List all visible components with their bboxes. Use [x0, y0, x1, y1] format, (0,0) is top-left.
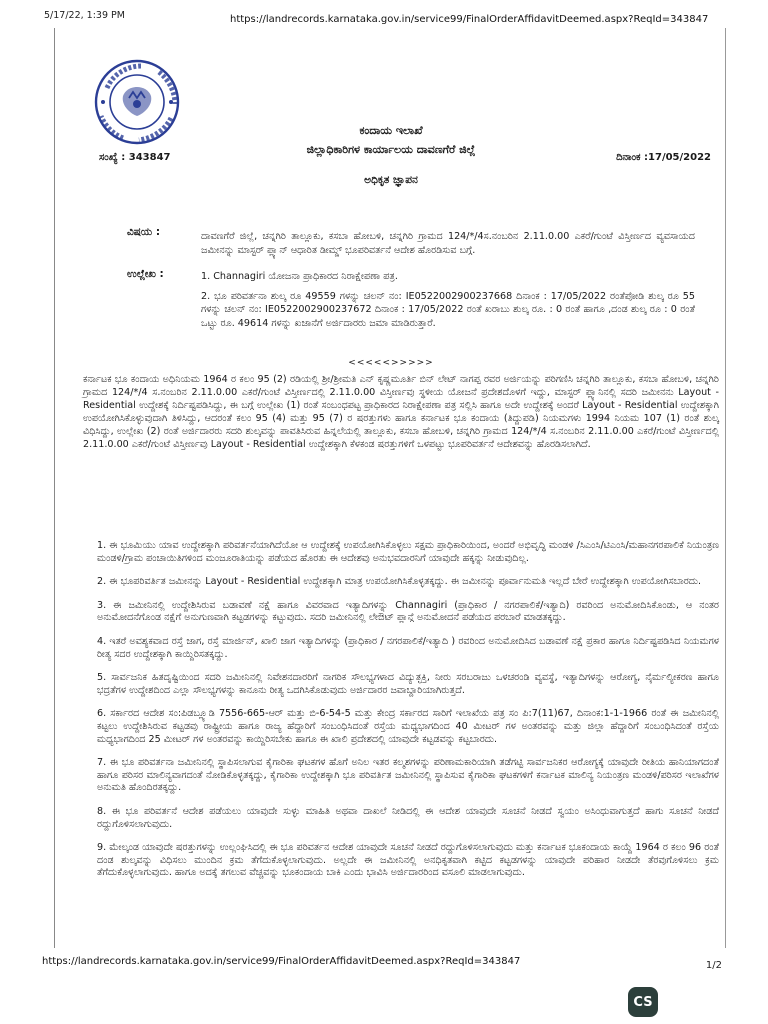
condition-item: 9. ಮೇಲ್ಕಂಡ ಯಾವುದೇ ಷರತ್ತುಗಳನ್ನು ಉಲ್ಲಂಘಿಸಿದಲ್ಲಿ ಈ ಭೂ ಪರಿವರ್ತನ ಆದೇಶ ಯಾವುದೇ ಸೂಚನೆ ನೀಡದೆ ರದ್ದುಗೊಳಿಸಲಾಗುವುದು ಮತ್ತು ಕರ್ನಾಟಕ ಭೂಕಂದಾಯ ಕಾಯ್ದೆ 1964 ರ ಕಲಂ 96 ರಂತೆ ದಂಡ ಶುಲ್ಕವನ್ನು ವಿಧಿಸಲು ಮುಂದಿನ ಕ್ರಮ ತೆಗೆದುಕೊಳ್ಳಲಾಗುವುದು. ಅಲ್ಲದೇ ಈ ಜಮೀನಿನಲ್ಲಿ ಅನಧಿಕೃತವಾಗಿ ಕಟ್ಟಿದ ಕಟ್ಟಡಗಳನ್ನು ಯಾವುದೇ ಪರಿಹಾರ ನೀಡದೇ ತೆರವುಗೊಳಿಸಲು ಕ್ರಮ ತೆಗೆದುಕೊಳ್ಳಲಾಗುವುದು. ಹಾಗೂ ಅದಕ್ಕೆ ತಗಲುವ ವೆಚ್ಚವನ್ನು ಭೂಕಂದಾಯ ಬಾಕಿ ಎಂದು ಭಾವಿಸಿ ಅರ್ಜಿದಾರರಿಂದ ವಸೂಲಿ ಮಾಡಲಾಗುವುದು. [97, 842, 719, 879]
page-url-footer: https://landrecords.karnataka.gov.in/service99/FinalOrderAffidavitDeemed.aspx?ReqId=343847 [42, 956, 521, 967]
section-separator: <<<<<>>>>> [348, 358, 434, 368]
browser-footer [0, 948, 768, 978]
reference-item: 1. Channagiri ಯೋಜನಾ ಪ್ರಾಧಿಕಾರದ ನಿರಾಕ್ಷೇಪಣಾ ಪತ್ರ. [201, 271, 398, 282]
office-name: ಜಿಲ್ಲಾಧಿಕಾರಿಗಳ ಕಾರ್ಯಾಲಯ ದಾವಣಗೆರೆ ಜಿಲ್ಲೆ [306, 143, 476, 156]
subject-text: ದಾವಣಗೆರೆ ಜಿಲ್ಲೆ, ಚನ್ನಗಿರಿ ತಾಲ್ಲೂಕು, ಕಸಬಾ ಹೋಬಳಿ, ಚನ್ನಗಿರಿ ಗ್ರಾಮದ 124/*/4ಸ.ನಂಬರಿನ 2.11.0.00 ಎಕರೆ/ಗುಂಟೆ ವಿಸ್ತೀರ್ಣದ ವ್ಯವಸಾಯದ ಜಮೀನನ್ನು ಮಾಸ್ಟರ್ ಪ್ಲ್ಯಾನ್ ಆಧಾರಿತ ಡೀಮ್ಡ್ ಭೂಪರಿವರ್ತನೆ ಆದೇಶ ಹೊರಡಿಸುವ ಬಗ್ಗೆ. [201, 231, 695, 256]
conditions-list [97, 540, 719, 891]
subject-label: ವಿಷಯ : [127, 226, 161, 238]
order-date: ದಿನಾಂಕ :17/05/2022 [616, 152, 711, 163]
condition-item: 7. ಈ ಭೂ ಪರಿವರ್ತನಾ ಜಮೀನಿನಲ್ಲಿ ಸ್ಥಾಪಿಸಲಾಗುವ ಕೈಗಾರಿಕಾ ಘಟಕಗಳ ಹೊಗೆ ಅನಿಲ ಇತರ ಕಲ್ಮಶಗಳನ್ನು ಪರಿಣಾಮಕಾರಿಯಾಗಿ ತಡೆಗಟ್ಟಿ ಸಾರ್ವಜನಿಕರ ಆರೋಗ್ಯಕ್ಕೆ ಯಾವುದೇ ರೀತಿಯ ಹಾನಿಯಾಗದಂತೆ ಹಾಗೂ ಪರಿಸರ ಮಾಲಿನ್ಯವಾಗದಂತೆ ನೋಡಿಕೊಳ್ಳತಕ್ಕದ್ದು, ಕೈಗಾರಿಕಾ ಉದ್ದೇಶಕ್ಕಾಗಿ ಭೂ ಪರಿವರ್ತಿತ ಜಮೀನಿನಲ್ಲಿ ಸ್ಥಾಪಿಸುವ ಕೈಗಾರಿಕಾ ಘಟಕಗಳಿಗೆ ಕರ್ನಾಟಕ ಮಾಲಿನ್ಯ ನಿಯಂತ್ರಣ ಮಂಡಳಿ/ಪರಿಸರ ಇಲಾಖೆಗಳ ಅನುಮತಿ ಹೊಂದಿರತಕ್ಕದ್ದು. [97, 757, 719, 794]
reference-item: 2. ಭೂ ಪರಿವರ್ತನಾ ಶುಲ್ಕ ರೂ 49559 ಗಳನ್ನು ಚಲನ್ ನಂ: IE0522002900237668 ದಿನಾಂಕ : 17/05/2022 ರಂತೆಪೋಡಿ ಶುಲ್ಕ ರೂ 55 ಗಳನ್ನು ಚಲನ್ ನಂ: IE0522002900237672 ದಿನಾಂಕ : 17/05/2022 ರಂತೆ ಖರಾಬು ಶುಲ್ಕ ರೂ. : 0 ರಂತೆ ಹಾಗೂ ,ದಂಡ ಶುಲ್ಕ ರೂ : 0 ರಂತೆ ಒಟ್ಟು ರೂ. 49614 ಗಳನ್ನು ಖಜಾನೆಗೆ ಅರ್ಜಿದಾರರು ಜಮಾ ಮಾಡಿರುತ್ತಾರೆ. [201, 290, 695, 329]
document-page [54, 28, 726, 948]
notice-title: ಅಧಿಕೃತ ಜ್ಞಾಪನ [364, 174, 418, 186]
condition-item: 4. ಇತರೆ ಅವಶ್ಯಕವಾದ ರಸ್ತೆ ಜಾಗ, ರಸ್ತೆ ಮಾರ್ಜಿನ್, ಖಾಲಿ ಜಾಗ ಇತ್ಯಾದಿಗಳನ್ನು (ಪ್ರಾಧಿಕಾರ / ನಗರಪಾಲಿಕೆ/ಇತ್ಯಾದಿ ) ರವರಿಂದ ಅನುಮೋದಿಸಿದ ಬಡಾವಣೆ ನಕ್ಷೆ ಪ್ರಕಾರ ಹಾಗೂ ನಿರ್ದಿಷ್ಟಪಡಿಸಿದ ನಿಯಮಗಳ ರೀತ್ಯ ಸದರ ಉದ್ದೇಶಕ್ಕಾಗಿ ಕಾಯ್ದಿರಿಸತಕ್ಕದ್ದು. [97, 635, 719, 660]
department-name: ಕಂದಾಯ ಇಲಾಖೆ [359, 124, 423, 137]
references-list [201, 270, 695, 336]
condition-item: 1. ಈ ಭೂಮಿಯು ಯಾವ ಉದ್ದೇಶಕ್ಕಾಗಿ ಪರಿವರ್ತನೆಯಾಗಿದೆಯೋ ಆ ಉದ್ದೇಶಕ್ಕೆ ಉಪಯೋಗಿಸಿಕೊಳ್ಳಲು ಸಕ್ಷಮ ಪ್ರಾಧಿಕಾರಿಯಿಂದ, ಅಂದರೆ ಅಭಿವೃದ್ಧಿ ಮಂಡಳಿ /ಸಿಎಂಸಿ/ಟಿಎಂಸಿ/ಮಹಾನಗರಪಾಲಿಕೆ ನಿಯಂತ್ರಣ ಮಂಡಳಿ/ಗ್ರಾಮ ಪಂಚಾಯಿತಿಗಳಿಂದ ಮಂಜೂರಾತಿಯನ್ನು ಪಡೆಯದ ಹೊರತು ಈ ಆದೇಶವು ಅನುಭವದಾರನಿಗೆ ಯಾವುದೇ ಹಕ್ಕನ್ನು ನೀಡುವುದಿಲ್ಲ. [97, 540, 719, 564]
condition-item: 8. ಈ ಭೂ ಪರಿವರ್ತನೆ ಆದೇಶ ಪಡೆಯಲು ಯಾವುದೇ ಸುಳ್ಳು ಮಾಹಿತಿ ಅಥವಾ ದಾಖಲೆ ನೀಡಿದಲ್ಲಿ ಈ ಆದೇಶ ಯಾವುದೇ ಸೂಚನೆ ನೀಡದೆ ಸ್ವಯಂ ಅಸಿಂಧುವಾಗುತ್ತದೆ ಹಾಗು ಸೂಚನೆ ನೀಡದೆ ರದ್ದುಗೊಳಿಸಲಾಗುವುದು. [97, 805, 719, 830]
print-timestamp: 5/17/22, 1:39 PM [44, 10, 125, 21]
condition-item: 6. ಸರ್ಕಾರದ ಆದೇಶ ಸಂ:ಪಿಡಬ್ಲ್ಯೂಡಿ 7556-665-ಆರ್ ಮತ್ತು ಬಿ-6-54-5 ಮತ್ತು ಕೇಂದ್ರ ಸರ್ಕಾರದ ಸಾರಿಗೆ ಇಲಾಖೆಯ ಪತ್ರ ಸಂ ಪಿ:7(11)67, ದಿನಾಂಕ:1-1-1966 ರಂತೆ ಈ ಜಮೀನಿನಲ್ಲಿ ಕಟ್ಟಲು ಉದ್ದೇಶಿಸಿರುವ ಕಟ್ಟಡವು ರಾಷ್ಟ್ರೀಯ ಹಾಗೂ ರಾಜ್ಯ ಹೆದ್ದಾರಿಗೆ ಸಂಬಂಧಿಸಿದಂತೆ ರಸ್ತೆಯ ಮಧ್ಯಭಾಗದಿಂದ 40 ಮೀಟರ್ ಗಳ ಅಂತರವನ್ನು ಮತ್ತು ಜಿಲ್ಲಾ ಹೆದ್ದಾರಿಗೆ ಸಂಬಂಧಿಸಿದಂತೆ ರಸ್ತೆಯ ಮಧ್ಯಭಾಗದಿಂದ 25 ಮೀಟರ್ ಗಳ ಅಂತರವನ್ನು ಕಾಯ್ದಿರಿಸಬೇಕು ಹಾಗೂ ಈ ಖಾಲಿ ಪ್ರದೇಶದಲ್ಲಿ ಯಾವುದೇ ಕಟ್ಟಡವನ್ನು ಕಟ್ಟಬಾರದು. [97, 708, 719, 745]
condition-item: 2. ಈ ಭೂಪರಿವರ್ತಿತ ಜಮೀನನ್ನು Layout - Residential ಉದ್ದೇಶಕ್ಕಾಗಿ ಮಾತ್ರ ಉಪಯೋಗಿಸಿಕೊಳ್ಳತಕ್ಕದ್ದು. ಈ ಜಮೀನನ್ನು ಪೂರ್ವಾನುಮತಿ ಇಲ್ಲದೆ ಬೇರೆ ಉದ್ದೇಶಕ್ಕಾಗಿ ಉಪಯೋಗಿಸಬಾರದು. [97, 576, 702, 588]
condition-item: 5. ಸಾರ್ವಜನಿಕ ಹಿತದೃಷ್ಟಿಯಿಂದ ಸದರಿ ಜಮೀನಿನಲ್ಲಿ ನಿವೇಶನದಾರರಿಗೆ ನಾಗರಿಕ ಸೌಲಭ್ಯಗಳಾದ ವಿದ್ಯುತ್ಛಕ್ತಿ, ನೀರು ಸರಬರಾಜು ಒಳಚರಂಡಿ ವ್ಯವಸ್ಥೆ, ಇತ್ಯಾದಿಗಳನ್ನು ಆರೋಗ್ಯ, ನೈರ್ಮಲ್ಯೀಕರಣ ಹಾಗೂ ಭದ್ರತೆಗಳ ಉದ್ದೇಶದಿಂದ ಎಲ್ಲಾ ಸೌಲಭ್ಯಗಳನ್ನು ಕಾನೂನು ರೀತ್ಯ ಒದಗಿಸಿಕೊಡುವುದು ಅರ್ಜಿದಾರರ ಜವಾಬ್ದಾರಿಯಾಗಿರುತ್ತದೆ. [97, 672, 719, 696]
browser-header [0, 0, 768, 30]
page-url-header: https://landrecords.karnataka.gov.in/service99/FinalOrderAffidavitDeemed.aspx?ReqId=343847 [230, 14, 709, 25]
condition-item: 3. ಈ ಜಮೀನಿನಲ್ಲಿ ಉದ್ದೇಶಿಸಿರುವ ಬಡಾವಣೆ ನಕ್ಷೆ ಹಾಗೂ ವಿವರವಾದ ಇತ್ಯಾದಿಗಳನ್ನು Channagiri (ಪ್ರಾಧಿಕಾರ / ನಗರಪಾಲಿಕೆ/ಇತ್ಯಾದಿ) ರವರಿಂದ ಅನುಮೋದಿಸಿಕೊಂಡು, ಆ ನಂತರ ಅನುಮೋದನೆಗೊಂಡ ನಕ್ಷೆಗೆ ಅನುಗುಣವಾಗಿ ಕಟ್ಟಡಗಳನ್ನು ಕಟ್ಟುವುದು. ಸದರಿ ಜಮೀನಿನಲ್ಲಿ ಲೇಔಟ್ ಪ್ಲಾನ್ಗೆ ಅನುಮೋದನೆ ಪಡೆಯದ ಪರಬಾರೆ ಮಾಡತಕ್ಕದ್ದು. [97, 599, 719, 624]
reference-number: ಸಂಖ್ಯೆ : 343847 [99, 152, 171, 163]
references-label: ಉಲ್ಲೇಖ : [127, 268, 164, 280]
order-body: ಕರ್ನಾಟಕ ಭೂ ಕಂದಾಯ ಅಧಿನಿಯಮ 1964 ರ ಕಲಂ 95 (2) ರಡಿಯಲ್ಲಿ ಶ್ರೀ/ಶ್ರೀಮತಿ ಎನ್ ಕೃಷ್ಣಮೂರ್ತಿ ಬಿನ್ ಲೇಟ್ ನಾಗಪ್ಪ ರವರ ಅರ್ಜಿಯನ್ನು ಪರಿಗಣಿಸಿ ಚನ್ನಗಿರಿ ತಾಲ್ಲೂಕು, ಕಸಬಾ ಹೋಬಳಿ, ಚನ್ನಗಿರಿ ಗ್ರಾಮದ 124/*/4 ಸ.ನಂಬರಿನ 2.11.0.00 ಎಕರೆ/ಗುಂಟೆ ವಿಸ್ತೀರ್ಣದಲ್ಲಿ 2.11.0.00 ವಿಸ್ತೀರ್ಣವು ಸ್ಥಳೀಯ ಯೋಜನೆ ಪ್ರದೇಶದೊಳಗೆ ಇದ್ದು, ಮಾಸ್ಟರ್ ಪ್ಲ್ಯಾನಿನಲ್ಲಿ ಸದರಿ ಜಮೀನನು Layout - Residential ಉದ್ದೇಶಕ್ಕೆ ನಿರ್ದಿಷ್ಟಪಡಿಸಿದ್ದು, ಈ ಬಗ್ಗೆ ಉಲ್ಲೇಖ (1) ರಂತೆ ಸಂಬಂಧಪಟ್ಟ ಪ್ರಾಧಿಕಾರದ ನಿರಾಕ್ಷೇಪಣಾ ಪತ್ರ ಸಲ್ಲಿಸಿ ಹಾಗೂ ಅದೇ ಉದ್ದೇಶಕ್ಕೆ ಅಂದರೆ Layout - Residential ಉದ್ದೇಶಕ್ಕಾಗಿ ಉಪಯೋಗಿಸಿಕೊಳ್ಳುವುದಾಗಿ ತಿಳಿಸಿದ್ದು, ಆದರಂತೆ ಕಲಂ 95 (4) ಮತ್ತು 95 (7) ರ ಷರತ್ತುಗಳು ಹಾಗೂ ಕರ್ನಾಟಕ ಭೂ ಕಂದಾಯ (ತಿದ್ದುಪಡಿ) ನಿಯಮಗಳು 1994 ನಿಯಮ 107 (1) ರಂತೆ ಶುಲ್ಕ ವಿಧಿಸಿದ್ದು, ಉಲ್ಲೇಖ (2) ರಂತೆ ಅರ್ಜಿದಾರರು ಸದರಿ ಶುಲ್ಕವನ್ನು ಪಾವತಿಸಿರುವ ಹಿನ್ನಲೆಯಲ್ಲಿ ತಾಲ್ಲೂಕು, ಕಸಬಾ ಹೋಬಳಿ, ಚನ್ನಗಿರಿ ಗ್ರಾಮದ 124/*/4 ಸ.ನಂಬರಿನ 2.11.0.00 ಎಕರೆ/ಗುಂಟೆ ವಿಸ್ತೀರ್ಣದಲ್ಲಿ 2.11.0.00 ಎಕರೆ/ಗುಂಟೆ ವಿಸ್ತೀರ್ಣವು Layout - Residential ಉದ್ದೇಶಕ್ಕಾಗಿ ಕೆಳಕಂಡ ಷರತ್ತುಗಳಿಗೆ ಒಳಪಟ್ಟು ಭೂಪರಿವರ್ತನೆ ಆದೇಶವನ್ನು ಹೊರಡಿಸಲಾಗಿದೆ. [83, 374, 719, 450]
page-number: 1/2 [705, 960, 722, 971]
camscanner-badge[interactable]: CS [628, 987, 658, 1017]
